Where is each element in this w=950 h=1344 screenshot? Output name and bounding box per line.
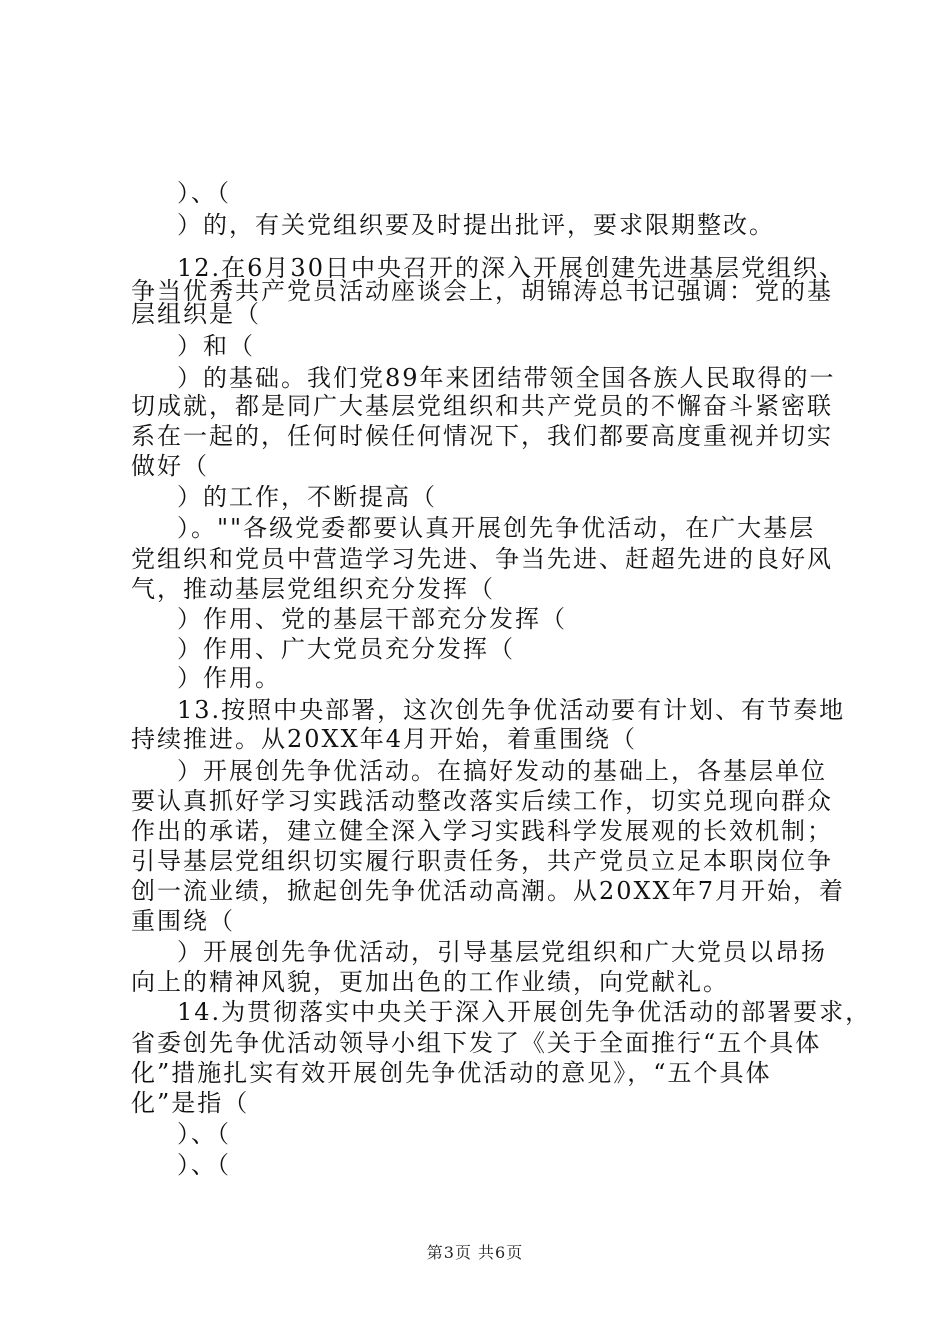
text-line: 创一流业绩，掀起创先争优活动高潮。从20XX年7月开始，着 [131, 877, 845, 905]
text-line: 争当优秀共产党员活动座谈会上，胡锦涛总书记强调：党的基 [131, 277, 833, 305]
text-line: ）、（ [177, 1120, 231, 1148]
text-line: ）开展创先争优活动。在搞好发动的基础上，各基层单位 [177, 757, 827, 785]
text-line: ）、（ [177, 179, 231, 207]
text-line: ）、（ [177, 1151, 231, 1179]
text-line: ）的，有关党组织要及时提出批评，要求限期整改。 [177, 211, 775, 239]
text-line: 气，推动基层党组织充分发挥（ [131, 575, 495, 603]
text-line: ）作用、广大党员充分发挥（ [177, 635, 515, 663]
question-12-start: 12.在6月30日中央召开的深入开展创建先进基层党组织、 [177, 254, 845, 282]
text-line: 重围绕（ [131, 907, 235, 935]
text-line: ）开展创先争优活动，引导基层党组织和广大党员以昂扬 [177, 938, 827, 966]
text-line: ）作用。 [177, 664, 281, 692]
text-line: 向上的精神风貌，更加出色的工作业绩，向党献礼。 [131, 968, 729, 996]
page-number-footer: 第3页 共6页 [426, 1243, 524, 1262]
question-13-start: 13.按照中央部署，这次创先争优活动要有计划、有节奏地 [177, 696, 846, 724]
text-line: 引导基层党组织切实履行职责任务，共产党员立足本职岗位争 [131, 847, 833, 875]
text-line: 化”是指（ [131, 1089, 250, 1117]
text-line: ）作用、党的基层干部充分发挥（ [177, 605, 567, 633]
text-line: 持续推进。从20XX年4月开始，着重围绕（ [131, 725, 637, 753]
text-line: 系在一起的，任何时候任何情况下，我们都要高度重视并切实 [131, 422, 833, 450]
text-line: 党组织和党员中营造学习先进、争当先进、赶超先进的良好风 [131, 545, 833, 573]
text-line: 作出的承诺，建立健全深入学习实践科学发展观的长效机制； [131, 817, 833, 845]
text-line: 化”措施扎实有效开展创先争优活动的意见》，“五个具体 [131, 1059, 772, 1087]
text-line: ）的工作，不断提高（ [177, 483, 437, 511]
text-line: 层组织是（ [131, 300, 261, 328]
text-line: 省委创先争优活动领导小组下发了《关于全面推行“五个具体 [131, 1029, 822, 1057]
question-14-start: 14.为贯彻落实中央关于深入开展创先争优活动的部署要求， [177, 998, 872, 1026]
text-line: ）和（ [177, 332, 255, 360]
text-line: 做好（ [131, 452, 209, 480]
text-line: 要认真抓好学习实践活动整改落实后续工作，切实兑现向群众 [131, 787, 833, 815]
text-line: ）。""各级党委都要认真开展创先争优活动，在广大基层 [177, 514, 816, 542]
text-line: 切成就，都是同广大基层党组织和共产党员的不懈奋斗紧密联 [131, 392, 833, 420]
text-line: ）的基础。我们党89年来团结带领全国各族人民取得的一 [177, 364, 836, 392]
